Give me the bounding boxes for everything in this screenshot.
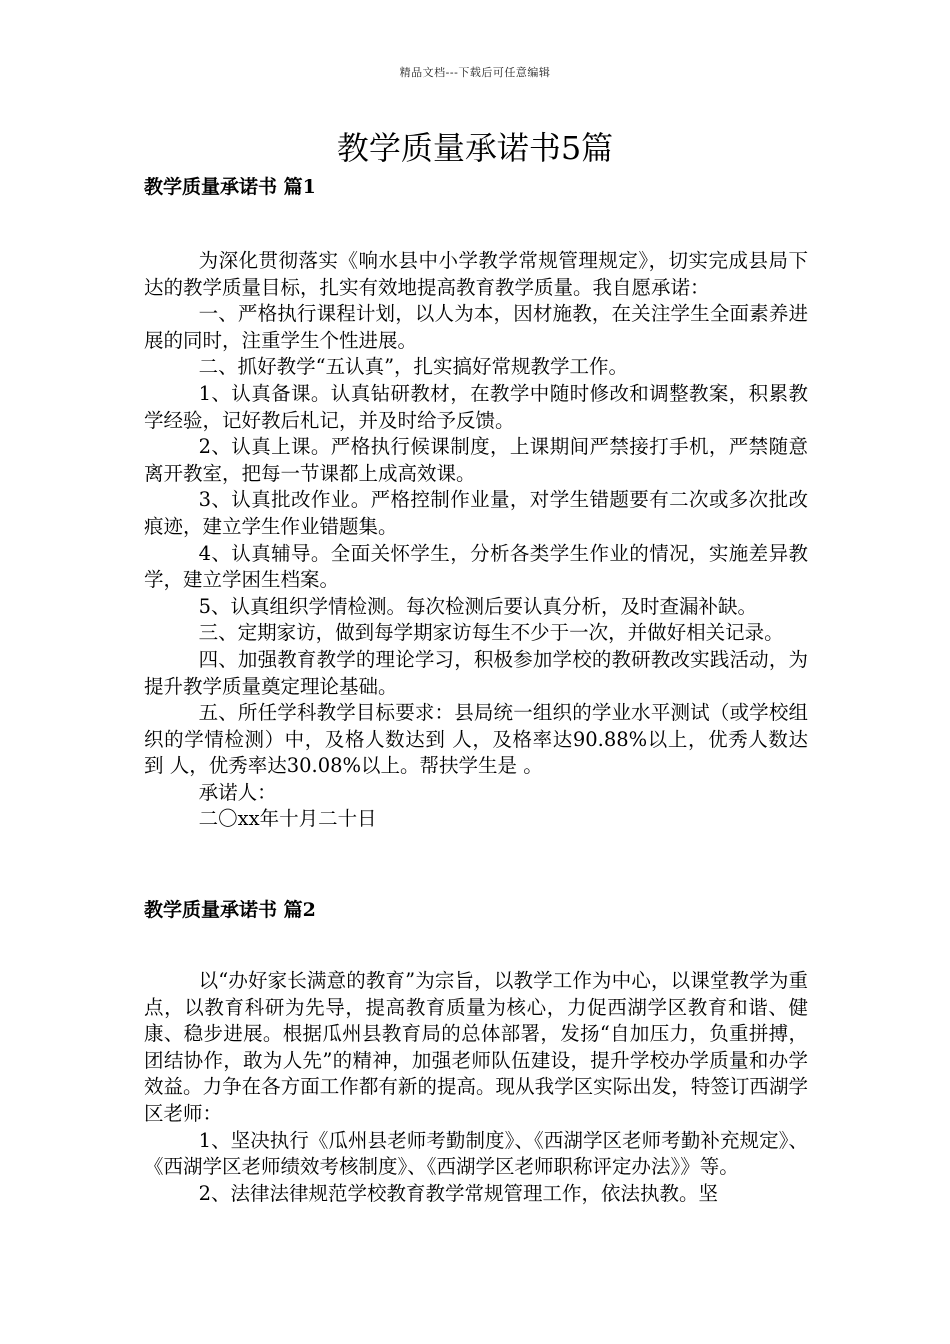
section-2-heading: 教学质量承诺书 篇2: [144, 899, 316, 921]
paragraph: 一、严格执行课程计划，以人为本，因材施教，在关注学生全面素养进展的同时，注重学生个性进展。: [144, 302, 808, 352]
paragraph: 5、认真组织学情检测。每次检测后要认真分析，及时查漏补缺。: [198, 594, 758, 618]
paragraph: 以“办好家长满意的教育”为宗旨，以教学工作为中心，以课堂教学为重点，以教育科研为先导，提高教育质量为核心，力促西湖学区教育和谐、健康、稳步进展。根据瓜州县教育局的总体部署，发扬“自加压力，负重拼搏，团结协作，敢为人先”的精神，加强老师队伍建设，提升学校办学质量和办学效益。力争在各方面工作都有新的提高。现从我学区实际出发，特签订西湖学区老师：: [144, 969, 808, 1125]
document-title: 教学质量承诺书5篇: [336, 129, 614, 167]
header-note: 精品文档---下载后可任意编辑: [399, 66, 551, 79]
paragraph: 4、认真辅导。全面关怀学生，分析各类学生作业的情况，实施差异教学，建立学困生档案。: [144, 541, 808, 592]
paragraph: 五、所任学科教学目标要求：县局统一组织的学业水平测试（或学校组织的学情检测）中，及格人数达到 人，及格率达90.88%以上，优秀人数达到 人，优秀率达30.08%以上。帮扶学生是 。: [144, 701, 808, 778]
date-line: 二〇xx年十月二十日: [198, 807, 377, 831]
paragraph: 2、法律法律规范学校教育教学常规管理工作，依法执教。坚: [198, 1181, 719, 1205]
paragraph: 1、坚决执行《瓜州县老师考勤制度》、《西湖学区老师考勤补充规定》、《西湖学区老师绩效考核制度》、《西湖学区老师职称评定办法》》等。: [144, 1128, 808, 1179]
section-1-body: [144, 248, 808, 833]
paragraph: 1、认真备课。认真钻研教材，在教学中随时修改和调整教案，积累教学经验，记好教后札记，并及时给予反馈。: [144, 381, 808, 432]
section-1-heading: 教学质量承诺书 篇1: [144, 176, 316, 198]
signature-label: 承诺人：: [198, 780, 277, 804]
section-2-body: [144, 968, 808, 1207]
paragraph: 2、认真上课。严格执行候课制度，上课期间严禁接打手机，严禁随意离开教室，把每一节课都上成高效课。: [144, 435, 808, 485]
paragraph: 三、定期家访，做到每学期家访每生不少于一次，并做好相关记录。: [198, 621, 784, 645]
paragraph: 四、加强教育教学的理论学习，积极参加学校的教研教改实践活动，为提升教学质量奠定理论基础。: [144, 647, 808, 698]
paragraph: 二、抓好教学“五认真”，扎实搞好常规教学工作。: [198, 355, 629, 379]
paragraph: 为深化贯彻落实《响水县中小学教学常规管理规定》，切实完成县局下达的教学质量目标，扎实有效地提高教育教学质量。我自愿承诺：: [144, 249, 808, 299]
paragraph: 3、认真批改作业。严格控制作业量，对学生错题要有二次或多次批改痕迹，建立学生作业错题集。: [144, 488, 808, 538]
